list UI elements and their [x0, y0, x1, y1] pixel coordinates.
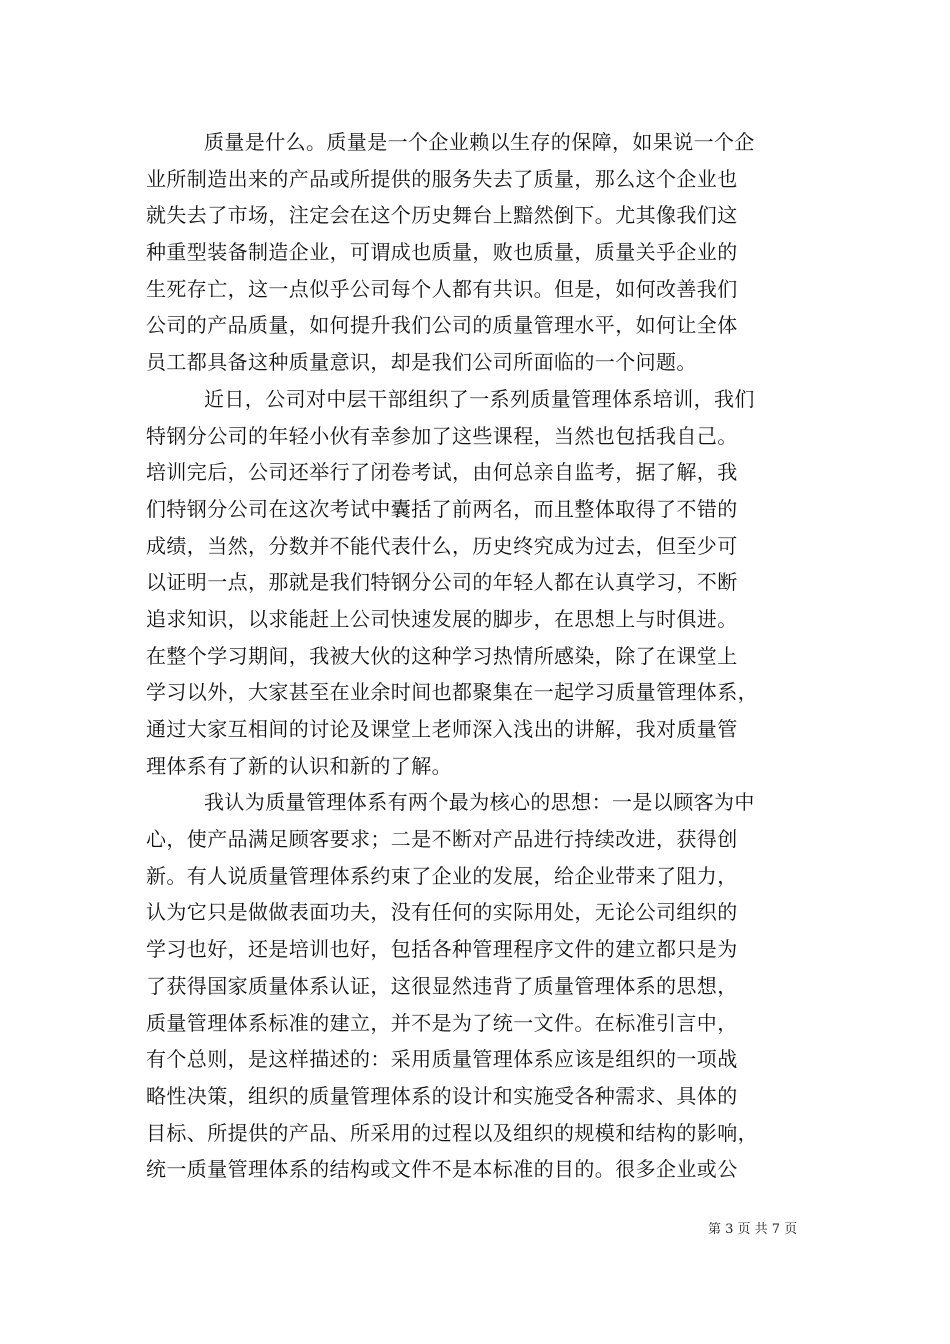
- text-line: 培训完后，公司还举行了闭卷考试，由何总亲自监考，据了解，我: [146, 460, 738, 485]
- text-line: 质量管理体系标准的建立，并不是为了统一文件。在标准引言中，: [146, 1010, 738, 1035]
- text-line: 了获得国家质量体系认证，这很显然违背了质量管理体系的思想，: [146, 973, 738, 998]
- document-body: [146, 124, 818, 1188]
- text-line: 生死存亡，这一点似乎公司每个人都有共识。但是，如何改善我们: [146, 276, 738, 301]
- text-line: 追求知识，以求能赶上公司快速发展的脚步，在思想上与时俱进。: [146, 606, 738, 631]
- text-line: 公司的产品质量，如何提升我们公司的质量管理水平，如何让全体: [146, 313, 738, 338]
- text-line: 成绩，当然，分数并不能代表什么，历史终究成为过去，但至少可: [146, 533, 738, 558]
- text-line: 以证明一点，那就是我们特钢分公司的年轻人都在认真学习，不断: [146, 570, 738, 595]
- text-line: 质量是什么。质量是一个企业赖以生存的保障，如果说一个企: [204, 130, 755, 154]
- text-line: 新。有人说质量管理体系约束了企业的发展，给企业带来了阻力，: [146, 863, 738, 888]
- text-line: 目标、所提供的产品、所采用的过程以及组织的规模和结构的影响，: [146, 1120, 758, 1145]
- text-line: 学习以外，大家甚至在业余时间也都聚集在一起学习质量管理体系，: [146, 680, 758, 705]
- text-line: 员工都具备这种质量意识，却是我们公司所面临的一个问题。: [146, 350, 697, 375]
- text-line: 学习也好，还是培训也好，包括各种管理程序文件的建立都只是为: [146, 937, 738, 962]
- text-line: 们特钢分公司在这次考试中囊括了前两名，而且整体取得了不错的: [146, 496, 738, 521]
- text-line: 种重型装备制造企业，可谓成也质量，败也质量，质量关乎企业的: [146, 240, 738, 265]
- text-line: 认为它只是做做表面功夫，没有任何的实际用处，无论公司组织的: [146, 900, 738, 925]
- text-line: 业所制造出来的产品或所提供的服务失去了质量，那么这个企业也: [146, 166, 738, 191]
- text-line: 心，使产品满足顾客要求；二是不断对产品进行持续改进，获得创: [146, 827, 738, 852]
- text-line: 在整个学习期间，我被大伙的这种学习热情所感染，除了在课堂上: [146, 643, 738, 668]
- text-line: 特钢分公司的年轻小伙有幸参加了这些课程，当然也包括我自己。: [146, 423, 738, 448]
- text-line: 理体系有了新的认识和新的了解。: [146, 753, 452, 778]
- text-line: 就失去了市场，注定会在这个历史舞台上黯然倒下。尤其像我们这: [146, 203, 738, 228]
- text-line: 通过大家互相间的讨论及课堂上老师深入浅出的讲解，我对质量管: [146, 717, 738, 741]
- text-line: 近日，公司对中层干部组织了一系列质量管理体系培训，我们: [204, 386, 755, 411]
- text-line: 略性决策，组织的质量管理体系的设计和实施受各种需求、具体的: [146, 1083, 738, 1108]
- text-line: 有个总则，是这样描述的：采用质量管理体系应该是组织的一项战: [146, 1047, 738, 1072]
- text-line: 我认为质量管理体系有两个最为核心的思想：一是以顾客为中: [204, 790, 755, 815]
- page-number: 第 3 页 共 7 页: [708, 1222, 798, 1237]
- text-line: 统一质量管理体系的结构或文件不是本标准的目的。很多企业或公: [146, 1157, 738, 1182]
